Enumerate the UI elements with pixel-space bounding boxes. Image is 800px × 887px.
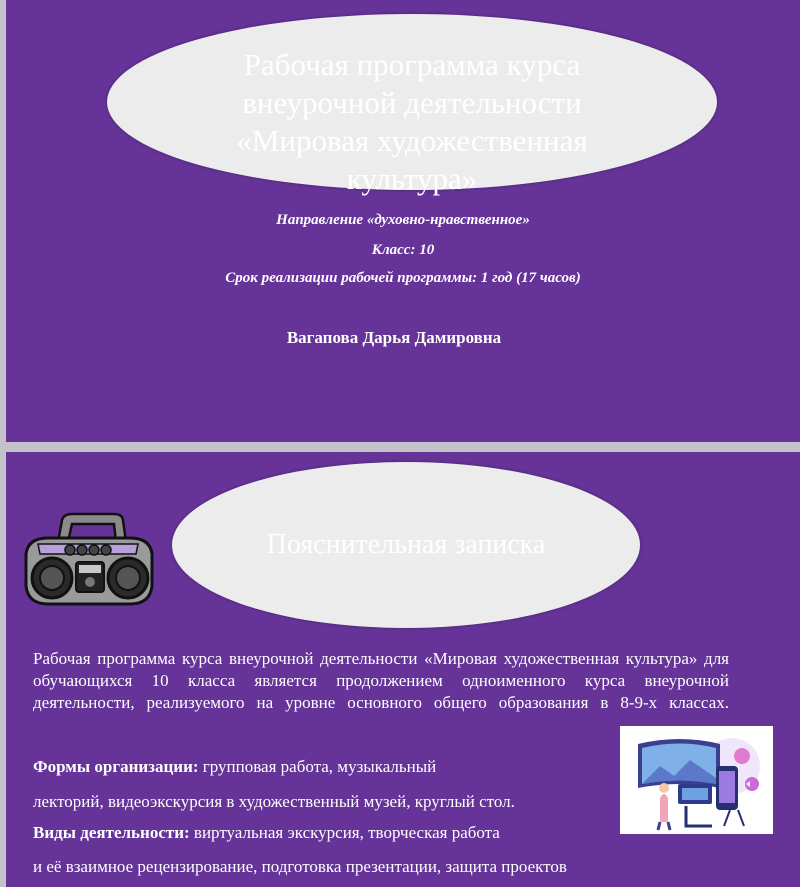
section-title: Пояснительная записка bbox=[266, 529, 546, 560]
term-text: Срок реализации рабочей программы: 1 год (17 часов) bbox=[225, 270, 581, 286]
slide-title bbox=[6, 0, 800, 442]
direction-text: Направление «духовно-нравственное» bbox=[276, 212, 530, 228]
activities-label: Виды деятельности: bbox=[33, 823, 190, 842]
program-title: Рабочая программа курса внеурочной деятельности «Мировая художественная культура» bbox=[236, 47, 588, 196]
grade-text: Класс: 10 bbox=[371, 242, 435, 258]
media-illustration bbox=[620, 726, 773, 834]
author-name: Вагапова Дарья Дамировна bbox=[286, 328, 502, 347]
activities-line-2: и её взаимное рецензирование, подготовка презентации, защита проектов bbox=[33, 857, 567, 876]
boombox-icon bbox=[18, 508, 156, 608]
slide-explanatory-note bbox=[6, 452, 800, 887]
activities-text-1: виртуальная экскурсия, творческая работа bbox=[189, 823, 500, 842]
forms-label: Формы организации: bbox=[33, 757, 199, 776]
intro-paragraph: Рабочая программа курса внеурочной деятельности «Мировая художественная культура» для обучающихся 10 класса является продолжением одноименного курса внеурочной деятельности, реализуемого на уровне основного общего образования в 8-9-х классах. bbox=[33, 649, 729, 712]
activities-line-1 bbox=[33, 823, 500, 843]
forms-line-1 bbox=[33, 757, 436, 777]
forms-text-1: групповая работа, музыкальный bbox=[198, 757, 437, 776]
forms-line-2: лекторий, видеоэкскурсия в художественный музей, круглый стол. bbox=[33, 792, 515, 811]
